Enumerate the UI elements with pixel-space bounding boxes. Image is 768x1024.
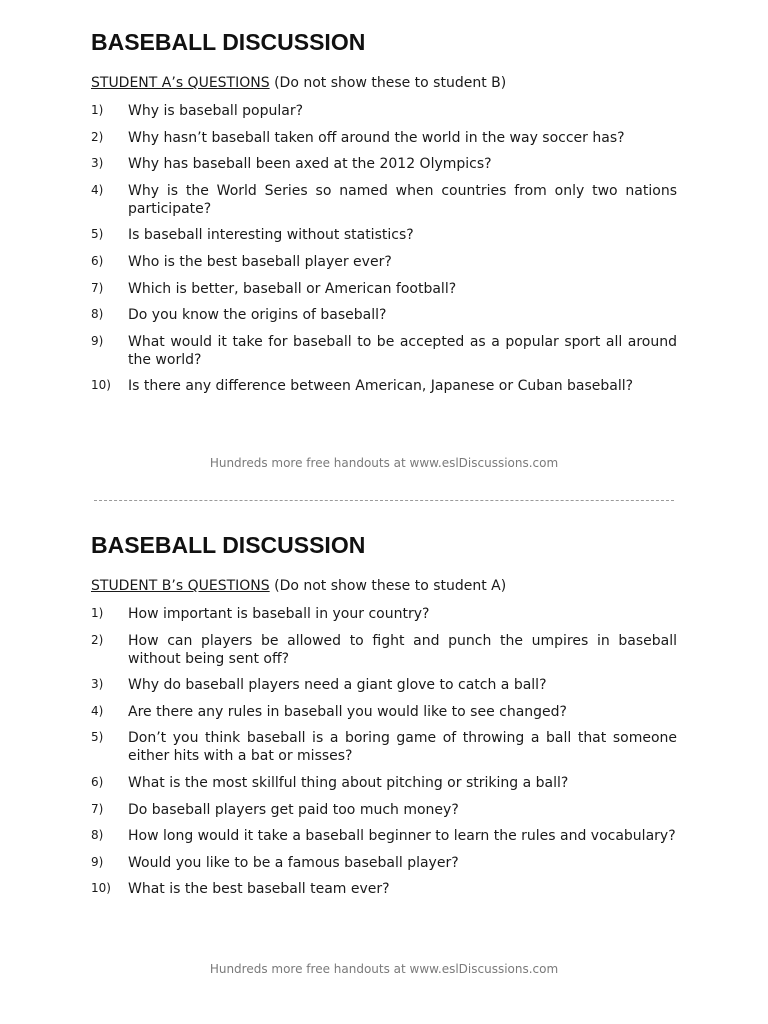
question-item bbox=[91, 155, 677, 173]
question-text: Why hasn’t baseball taken off around the world in the way soccer has? bbox=[128, 129, 625, 146]
question-text: How long would it take a baseball beginner to learn the rules and vocabulary? bbox=[128, 828, 676, 845]
question-number: 8) bbox=[91, 828, 104, 843]
question-item bbox=[91, 253, 677, 271]
question-text: Don’t you think baseball is a boring game of throwing a ball that someone either hits with a bat or misses? bbox=[128, 730, 677, 765]
question-text: Why do baseball players need a giant glove to catch a ball? bbox=[128, 677, 547, 694]
question-number: 5) bbox=[91, 227, 104, 242]
question-text: Why has baseball been axed at the 2012 Olympics? bbox=[128, 156, 492, 173]
question-number: 5) bbox=[91, 730, 104, 745]
instruction-note-b: (Do not show these to student A) bbox=[274, 578, 507, 594]
question-item bbox=[91, 226, 677, 244]
question-item bbox=[91, 801, 677, 819]
question-text: How can players be allowed to fight and punch the umpires in baseball without being sent off? bbox=[128, 632, 677, 667]
question-item bbox=[91, 703, 677, 721]
question-text: Do you know the origins of baseball? bbox=[128, 307, 387, 324]
student-b-section bbox=[91, 531, 677, 907]
question-number: 1) bbox=[91, 606, 104, 620]
question-text: What is the best baseball team ever? bbox=[128, 881, 390, 898]
question-text: Why is the World Series so named when countries from only two nations participate? bbox=[128, 182, 677, 217]
page-title-b: BASEBALL DISCUSSION bbox=[91, 532, 366, 558]
question-number: 6) bbox=[91, 253, 104, 268]
question-number: 8) bbox=[91, 307, 104, 322]
question-text: Is baseball interesting without statistics? bbox=[128, 227, 414, 244]
question-text: Do baseball players get paid too much money? bbox=[128, 801, 459, 818]
student-a-section bbox=[91, 28, 677, 404]
instruction-a bbox=[91, 74, 677, 92]
question-item bbox=[91, 605, 677, 623]
question-text: Would you like to be a famous baseball player? bbox=[128, 854, 459, 871]
questions-heading-b: STUDENT B’s QUESTIONS bbox=[91, 578, 270, 594]
question-item bbox=[91, 333, 677, 369]
cut-line-divider bbox=[94, 500, 674, 501]
question-number: 7) bbox=[91, 280, 104, 295]
question-number: 3) bbox=[91, 677, 104, 692]
question-number: 6) bbox=[91, 774, 104, 789]
question-number: 7) bbox=[91, 801, 104, 816]
question-item bbox=[91, 280, 677, 298]
question-item bbox=[91, 632, 677, 668]
question-text: Are there any rules in baseball you would like to see changed? bbox=[128, 703, 567, 720]
question-text: Why is baseball popular? bbox=[128, 103, 304, 119]
footer-note-b: Hundreds more free handouts at www.eslDiscussions.com bbox=[209, 962, 559, 976]
question-item bbox=[91, 676, 677, 694]
question-item bbox=[91, 182, 677, 218]
question-number: 9) bbox=[91, 333, 104, 348]
page-title-a: BASEBALL DISCUSSION bbox=[91, 29, 366, 55]
question-number: 2) bbox=[91, 632, 104, 647]
instruction-b bbox=[91, 577, 677, 595]
question-item bbox=[91, 729, 677, 765]
question-item bbox=[91, 306, 677, 324]
question-number: 3) bbox=[91, 156, 104, 171]
questions-heading-a: STUDENT A’s QUESTIONS bbox=[91, 75, 270, 91]
instruction-note-a: (Do not show these to student B) bbox=[274, 75, 507, 91]
question-number: 10) bbox=[91, 378, 111, 393]
question-item bbox=[91, 774, 677, 792]
question-item bbox=[91, 102, 677, 120]
question-item bbox=[91, 854, 677, 872]
question-text: Who is the best baseball player ever? bbox=[128, 253, 392, 270]
question-item bbox=[91, 880, 677, 898]
question-number: 1) bbox=[91, 103, 104, 117]
question-text: How important is baseball in your country? bbox=[128, 606, 430, 622]
question-number: 4) bbox=[91, 703, 104, 718]
question-text: Which is better, baseball or American football? bbox=[128, 280, 457, 297]
footer-note-a: Hundreds more free handouts at www.eslDiscussions.com bbox=[209, 456, 559, 470]
question-number: 10) bbox=[91, 881, 111, 896]
question-list-b bbox=[91, 605, 677, 898]
question-text: Is there any difference between American, Japanese or Cuban baseball? bbox=[128, 378, 634, 395]
question-item bbox=[91, 129, 677, 147]
question-number: 4) bbox=[91, 182, 104, 197]
question-item bbox=[91, 827, 677, 845]
question-text: What would it take for baseball to be accepted as a popular sport all around the world? bbox=[128, 333, 677, 368]
question-text: What is the most skillful thing about pitching or striking a ball? bbox=[128, 774, 569, 791]
question-number: 2) bbox=[91, 129, 104, 144]
question-list-a bbox=[91, 102, 677, 395]
question-number: 9) bbox=[91, 854, 104, 869]
question-item bbox=[91, 377, 677, 395]
